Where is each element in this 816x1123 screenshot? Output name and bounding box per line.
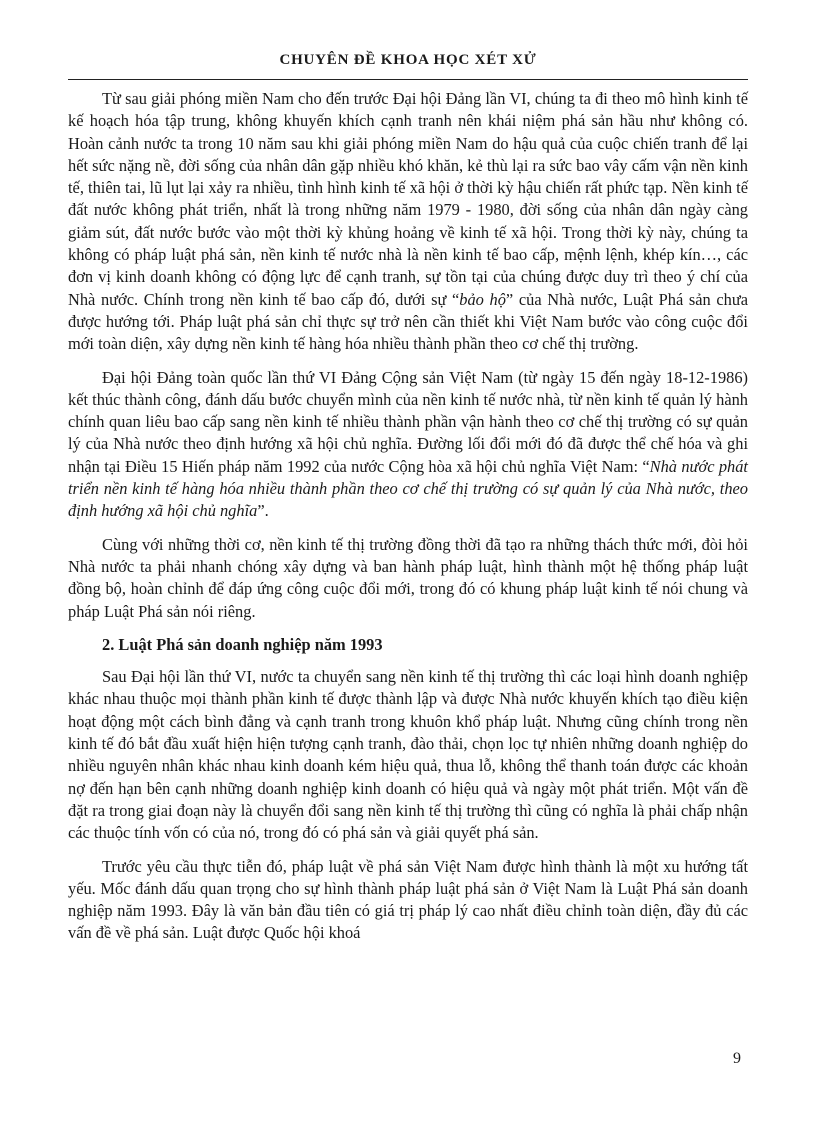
- paragraph-2-text-b: ”.: [257, 501, 269, 521]
- paragraph-1-italic: bảo hộ: [459, 289, 506, 309]
- paragraph-5: Trước yêu cầu thực tiễn đó, pháp luật về phá sản Việt Nam được hình thành là một xu hướng tất yếu. Mốc đánh dấu quan trọng cho sự hình thành pháp luật phá sản ở Việt Nam là Luật Phá sản doanh nghiệp năm 1993. Đây là văn bản đầu tiên có giá trị pháp lý cao nhất điều chỉnh toàn diện, đầy đủ các vấn đề về phá sản. Luật được Quốc hội khoá: [68, 856, 748, 943]
- paragraph-3: Cùng với những thời cơ, nền kinh tế thị trường đồng thời đã tạo ra những thách thức mới, đòi hỏi Nhà nước ta phải nhanh chóng xây dựng và ban hành pháp luật, hình thành một hệ thống pháp luật đồng bộ, hoàn chỉnh để đáp ứng công cuộc đổi mới, trong đó có khung pháp luật kinh tế nói chung và pháp Luật Phá sản nói riêng.: [68, 534, 748, 621]
- section-heading: 2. Luật Phá sản doanh nghiệp năm 1993: [102, 634, 383, 654]
- paragraph-1: [68, 88, 748, 356]
- paragraph-4: Sau Đại hội lần thứ VI, nước ta chuyển sang nền kinh tế thị trường thì các loại hình doanh nghiệp khác nhau thuộc mọi thành phần kinh tế được thành lập và được Nhà nước khuyến khích tạo điều kiện hoạt động một cách bình đẳng và cạnh tranh trong khuôn khổ pháp luật. Nhưng cũng chính trong nền kinh tế đó bắt đầu xuất hiện hiện tượng cạnh tranh, đào thải, chọn lọc tự nhiên những doanh nghiệp do nhiều nguyên nhân khác nhau kinh doanh kém hiệu quả, thua lỗ, không thể thanh toán được các khoản nợ đến hạn bên cạnh những doanh nghiệp kinh doanh có hiệu quả và ngày một phát triển. Một vấn đề đặt ra trong giai đoạn này là chuyển đổi sang nền kinh tế thị trường thì cũng có nghĩa là phải chấp nhận các thuộc tính vốn có của nó, trong đó có phá sản và giải quyết phá sản.: [68, 667, 748, 843]
- paragraph-1-text-a: Từ sau giải phóng miền Nam cho đến trước Đại hội Đảng lần VI, chúng ta đi theo mô hình kinh tế kế hoạch hóa tập trung, không khuyến khích cạnh tranh nên khái niệm phá sản hầu như không có. Hoàn cảnh nước ta trong 10 năm sau khi giải phóng miền Nam do hậu quả của cuộc chiến tranh để lại hết sức nặng nề, đời sống của nhân dân gặp nhiều khó khăn, kẻ thù lại ra sức bao vây cấm vận nền kinh tế, thiên tai, lũ lụt lại xảy ra nhiều, tình hình kinh tế xã hội ở thời kỳ hậu chiến rất phức tạp. Nền kinh tế đất nước không phát triển, nhất là trong những năm 1979 - 1980, đời sống của nhân dân ngày càng giảm sút, đất nước bước vào một thời kỳ khủng hoảng về kinh tế xã hội. Trong thời kỳ này, chúng ta không có pháp luật phá sản, nền kinh tế nước nhà là nền kinh tế bao cấp, mệnh lệnh, khép kín…, các đơn vị kinh doanh không có động lực để cạnh tranh, sự tồn tại của chúng được duy trì theo ý chí của Nhà nước. Chính trong nền kinh tế bao cấp đó, dưới sự “: [68, 89, 748, 309]
- paragraph-2-text-a: Đại hội Đảng toàn quốc lần thứ VI Đảng Cộng sản Việt Nam (từ ngày 15 đến ngày 18-12-1986) kết thúc thành công, đánh dấu bước chuyển mình của nền kinh tế nước nhà, từ nền kinh tế quản lý hành chính quan liêu bao cấp sang nền kinh tế nhiều thành phần vận hành theo cơ chế thị trường có sự quản lý của Nhà nước theo định hướng xã hội chủ nghĩa. Đường lối đổi mới đó đã được thể chế hóa và ghi nhận tại Điều 15 Hiến pháp năm 1992 của nước Cộng hòa xã hội chủ nghĩa Việt Nam: “: [68, 367, 748, 476]
- paragraph-1-text-b: ” của Nhà nước, Luật Phá sản chưa được hướng tới. Pháp luật phá sản chỉ thực sự trở nên cần thiết khi Việt Nam bước vào công cuộc đổi mới toàn diện, xây dựng nền kinh tế hàng hóa nhiều thành phần theo cơ chế thị trường.: [68, 289, 749, 354]
- page-body: [68, 88, 748, 956]
- page-number: 9: [733, 1050, 741, 1067]
- header-rule: [68, 79, 748, 80]
- running-header: CHUYÊN ĐỀ KHOA HỌC XÉT XỬ: [279, 52, 537, 68]
- paragraph-2: [68, 367, 748, 523]
- paragraph-2-quote: Nhà nước phát triển nền kinh tế hàng hóa nhiều thành phần theo cơ chế thị trường có sự quản lý của Nhà nước, theo định hướng xã hội chủ nghĩa: [68, 456, 748, 521]
